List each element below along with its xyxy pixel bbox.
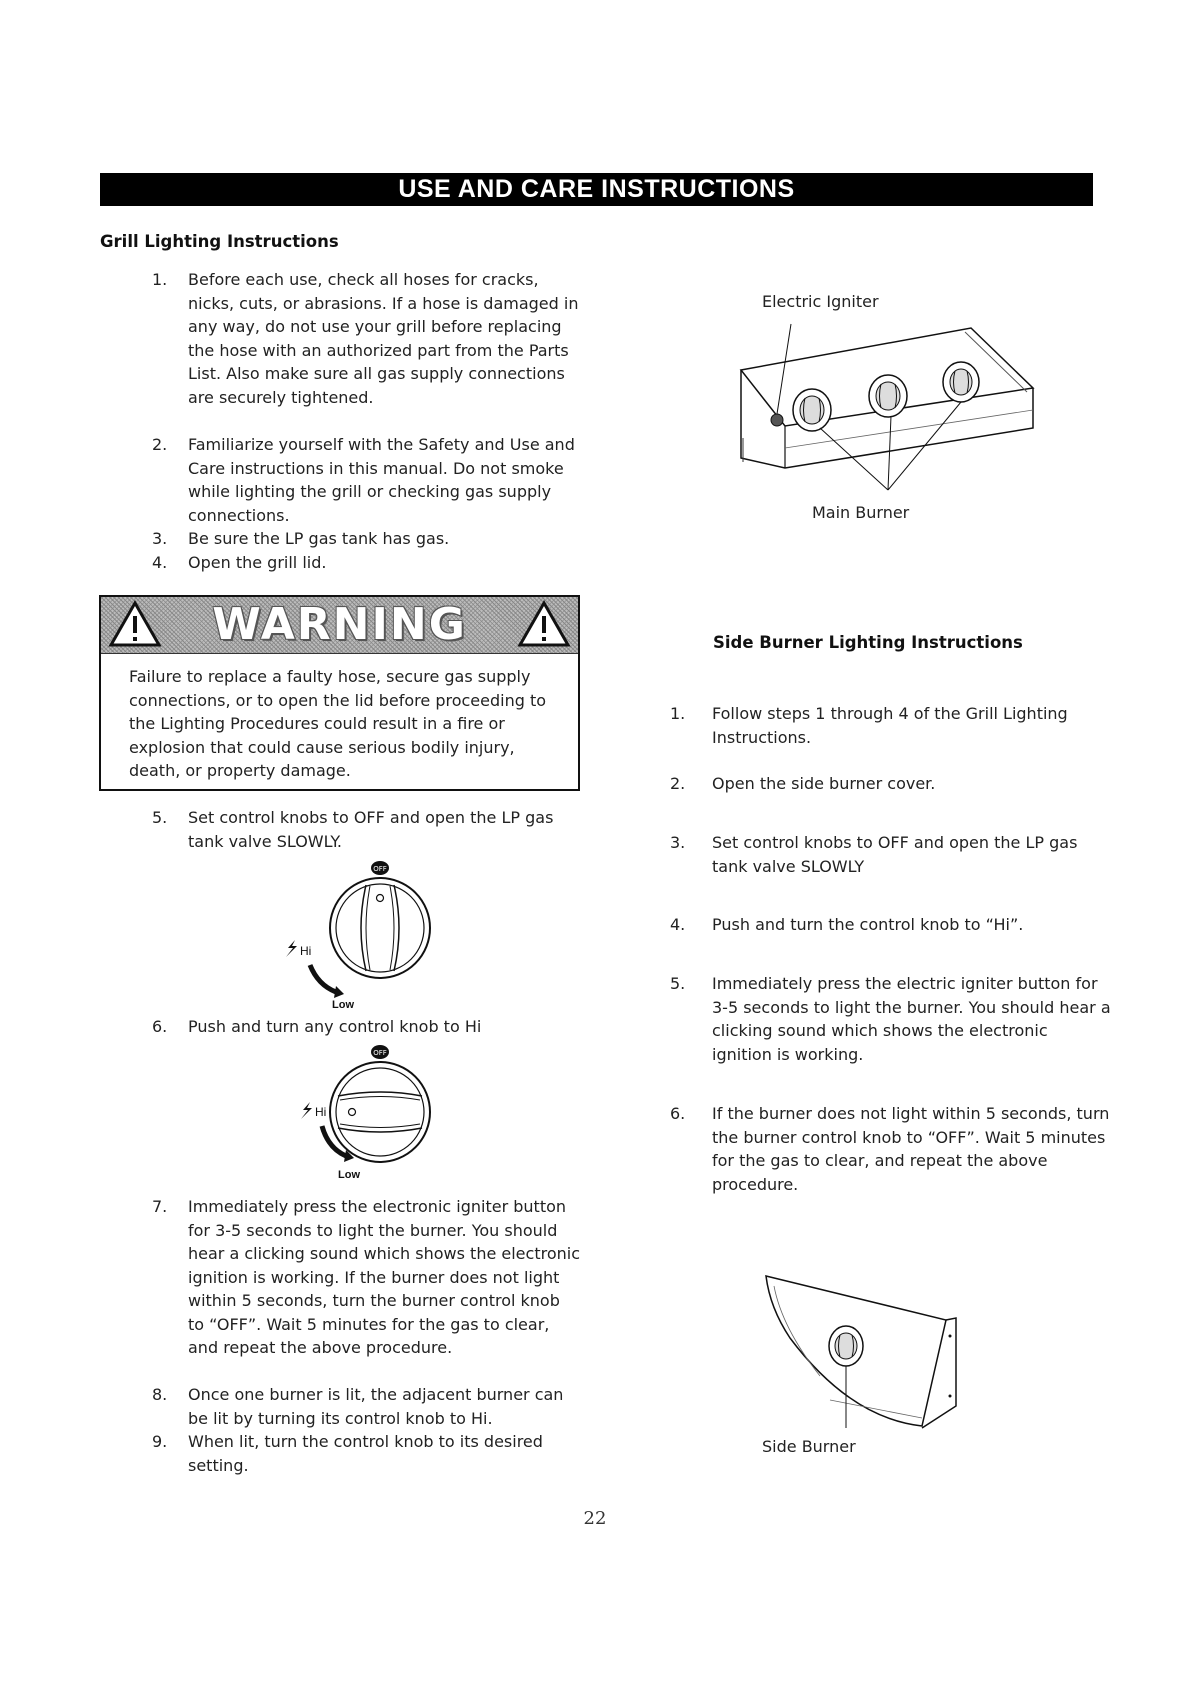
list-item: 5. Set control knobs to OFF and open the LP gas tank valve SLOWLY. [152, 808, 554, 851]
list-item: 2. Open the side burner cover. [670, 774, 936, 793]
knob-off-label: OFF [373, 1049, 387, 1057]
grill-steps-b [100, 1195, 580, 1477]
list-item: 3. Set control knobs to OFF and open the LP gas tank valve SLOWLY [670, 833, 1078, 876]
list-item: 8. Once one burner is lit, the adjacent burner can be lit by turning its control knob to Hi. [152, 1385, 564, 1428]
main-burner-label: Main Burner [812, 503, 910, 522]
section-banner: USE AND CARE INSTRUCTIONS [100, 173, 1093, 206]
knob-icon [943, 362, 979, 402]
warning-triangle-icon [518, 600, 570, 648]
list-item: 7. Immediately press the electronic igniter button for 3-5 seconds to light the burner. You should hear a clicking sound which shows the electronic ignition is working. If the burner does not light within 5 seconds, turn the burner control knob to “OFF”. Wait 5 minutes for the gas to clear, and repeat the above procedure. [152, 1197, 580, 1357]
spark-icon [301, 1102, 312, 1119]
list-item: 4. Push and turn the control knob to “Hi”. [670, 915, 1024, 934]
side-burner-diagram [760, 1268, 960, 1448]
spark-icon [286, 940, 297, 957]
electric-igniter-label: Electric Igniter [762, 292, 879, 311]
list-item: 3. Be sure the LP gas tank has gas. [152, 529, 450, 548]
igniter-button-icon [771, 414, 783, 426]
grill-step-6 [100, 1015, 580, 1039]
knob-low-label: Low [332, 999, 354, 1011]
list-item: 6. Push and turn any control knob to Hi [152, 1017, 482, 1036]
knob-icon [869, 375, 907, 417]
grill-step-5 [100, 806, 580, 853]
knob-low-label: Low [338, 1169, 360, 1181]
rotation-arrow-icon [310, 965, 336, 992]
list-item: 1. Follow steps 1 through 4 of the Grill Lighting Instructions. [670, 704, 1068, 747]
grill-steps-a [100, 268, 580, 574]
list-item: 9. When lit, turn the control knob to its desired setting. [152, 1432, 543, 1475]
side-burner-heading: Side Burner Lighting Instructions [713, 633, 1023, 652]
page-number: 22 [583, 1508, 607, 1529]
knob-icon [829, 1326, 863, 1366]
knob-off-label: OFF [373, 865, 387, 873]
knob-hi-label: Hi [315, 1105, 327, 1119]
control-panel-diagram [735, 318, 1035, 498]
knob-hi-diagram [270, 1044, 450, 1184]
grill-lighting-heading: Grill Lighting Instructions [100, 232, 339, 251]
warning-title: WARNING [212, 599, 467, 650]
list-item: 5. Immediately press the electric igniter button for 3-5 seconds to light the burner. You should hear a clicking sound which shows the electronic ignition is working. [670, 974, 1111, 1064]
knob-hi-label: Hi [300, 944, 312, 958]
list-item: 4. Open the grill lid. [152, 552, 327, 572]
side-burner-steps [670, 702, 1112, 1196]
warning-box [99, 595, 580, 791]
list-item: 6. If the burner does not light within 5 seconds, turn the burner control knob to “OFF”. Wait 5 minutes for the gas to clear, and repeat the above procedure. [670, 1104, 1110, 1194]
side-burner-label: Side Burner [762, 1437, 856, 1456]
list-item: 1. Before each use, check all hoses for cracks, nicks, cuts, or abrasions. If a hose is damaged in any way, do not use your grill before replacing the hose with an authorized part from the Parts List. Also make sure all gas supply connections are securely tightened. [152, 270, 579, 407]
knob-off-diagram [270, 860, 450, 1010]
list-item: 2. Familiarize yourself with the Safety and Use and Care instructions in this manual. Do not smoke while lighting the grill or checking gas supply connections. [152, 435, 575, 525]
knob-icon [793, 389, 831, 431]
warning-header [101, 597, 578, 654]
warning-text: Failure to replace a faulty hose, secure gas supply connections, or to open the lid before proceeding to the Lighting Procedures could result in a fire or explosion that could cause serious bodily injury, death, or property damage. [129, 667, 547, 780]
